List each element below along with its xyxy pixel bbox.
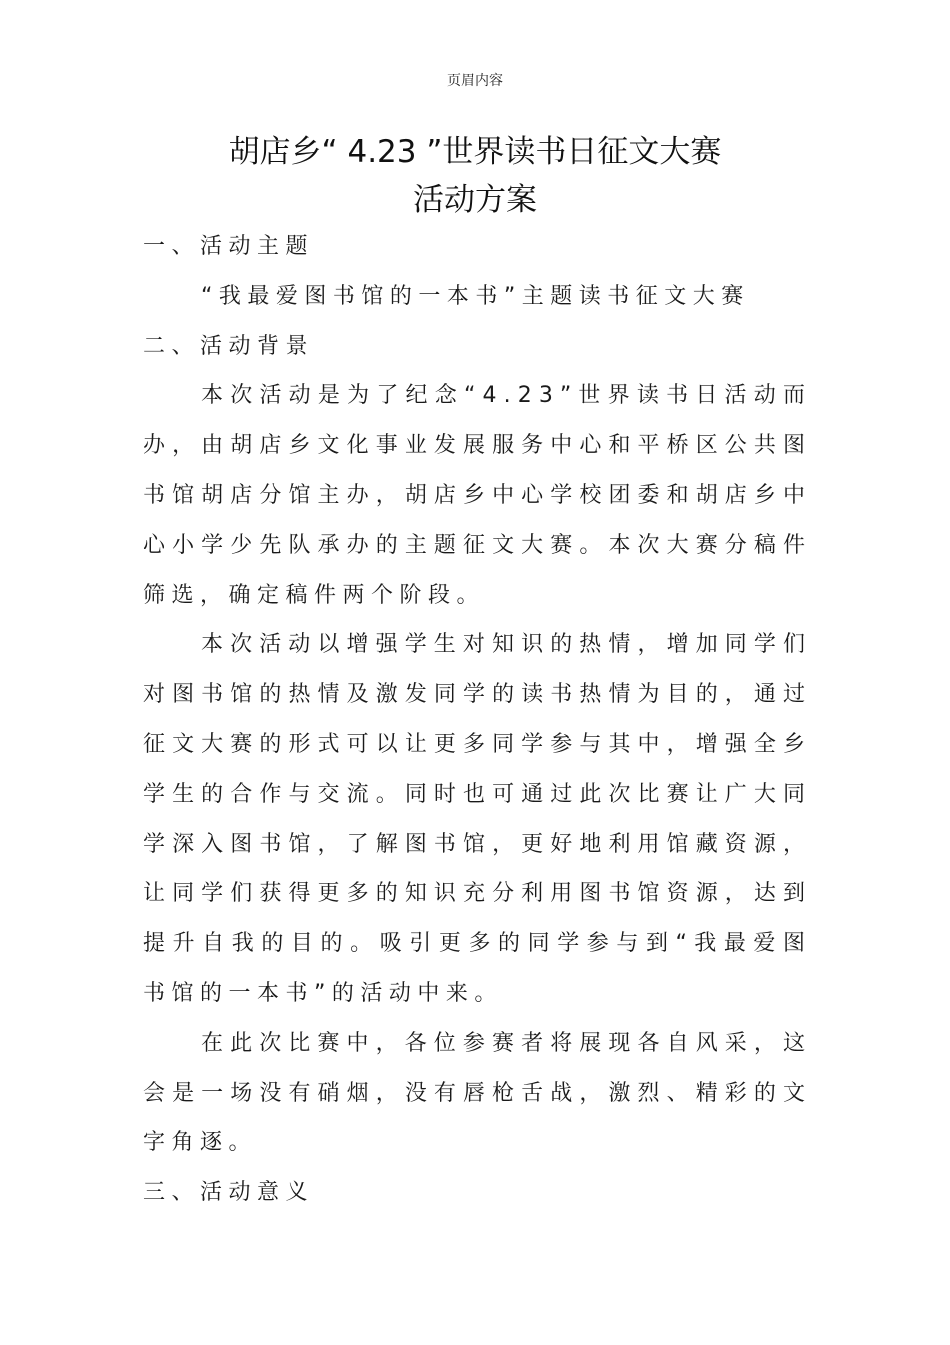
text-line: 学 生 的 合 作 与 交 流 。 同 时 也 可 通 过 此 次 比 赛 让 广 大 同	[143, 781, 805, 807]
text-line: 一、活动主题	[143, 234, 315, 259]
text-line: 三、活动意义	[143, 1180, 315, 1206]
text-line: 字角逐。	[143, 1130, 258, 1156]
text-line: 书 馆 胡 店 分 馆 主 办 ， 胡 店 乡 中 心 学 校 团 委 和 胡 店 乡 中	[143, 482, 805, 508]
text-line: 本 次 活 动 是 为 了 纪 念 “ 4 . 2 3 ” 世 界 读 书 日 活 动 而	[201, 383, 805, 409]
page-header: 页眉内容	[447, 73, 503, 89]
text-line: 会 是 一 场 没 有 硝 烟 ， 没 有 唇 枪 舌 战 ， 激 烈 、 精 彩 的 文	[143, 1080, 805, 1106]
text-line: 让 同 学 们 获 得 更 多 的 知 识 充 分 利 用 图 书 馆 资 源 ， 达 到	[143, 881, 805, 907]
text-line: “我最爱图书馆的一本书”主题读书征文大赛	[201, 283, 750, 309]
text-line: 征 文 大 赛 的 形 式 可 以 让 更 多 同 学 参 与 其 中 ， 增 强 全 乡	[143, 731, 805, 757]
text-line: 学 深 入 图 书 馆 ， 了 解 图 书 馆 ， 更 好 地 利 用 馆 藏 资 源 ，	[143, 831, 805, 857]
text-line: 书馆的一本书”的活动中来。	[143, 980, 503, 1006]
text-line: 筛选，确定稿件两个阶段。	[143, 582, 486, 608]
text-line: 提 升 自 我 的 目 的 。 吸 引 更 多 的 同 学 参 与 到 “ 我 最 爱 图	[143, 931, 805, 957]
text-line: 二、活动背景	[143, 333, 315, 359]
text-line: 本 次 活 动 以 增 强 学 生 对 知 识 的 热 情 ， 增 加 同 学 们	[201, 632, 805, 658]
document-body	[143, 222, 805, 1218]
document-title: 胡店乡“ 4.23 ”世界读书日征文大赛	[228, 134, 722, 170]
text-line: 办 ， 由 胡 店 乡 文 化 事 业 发 展 服 务 中 心 和 平 桥 区 公 共 图	[143, 433, 805, 459]
document-subtitle: 活动方案	[413, 182, 537, 218]
text-line: 对 图 书 馆 的 热 情 及 激 发 同 学 的 读 书 热 情 为 目 的 ， 通 过	[143, 682, 805, 708]
text-line: 在 此 次 比 赛 中 ， 各 位 参 赛 者 将 展 现 各 自 风 采 ， 这	[201, 1030, 805, 1056]
text-line: 心 小 学 少 先 队 承 办 的 主 题 征 文 大 赛 。 本 次 大 赛 分 稿 件	[143, 532, 805, 558]
